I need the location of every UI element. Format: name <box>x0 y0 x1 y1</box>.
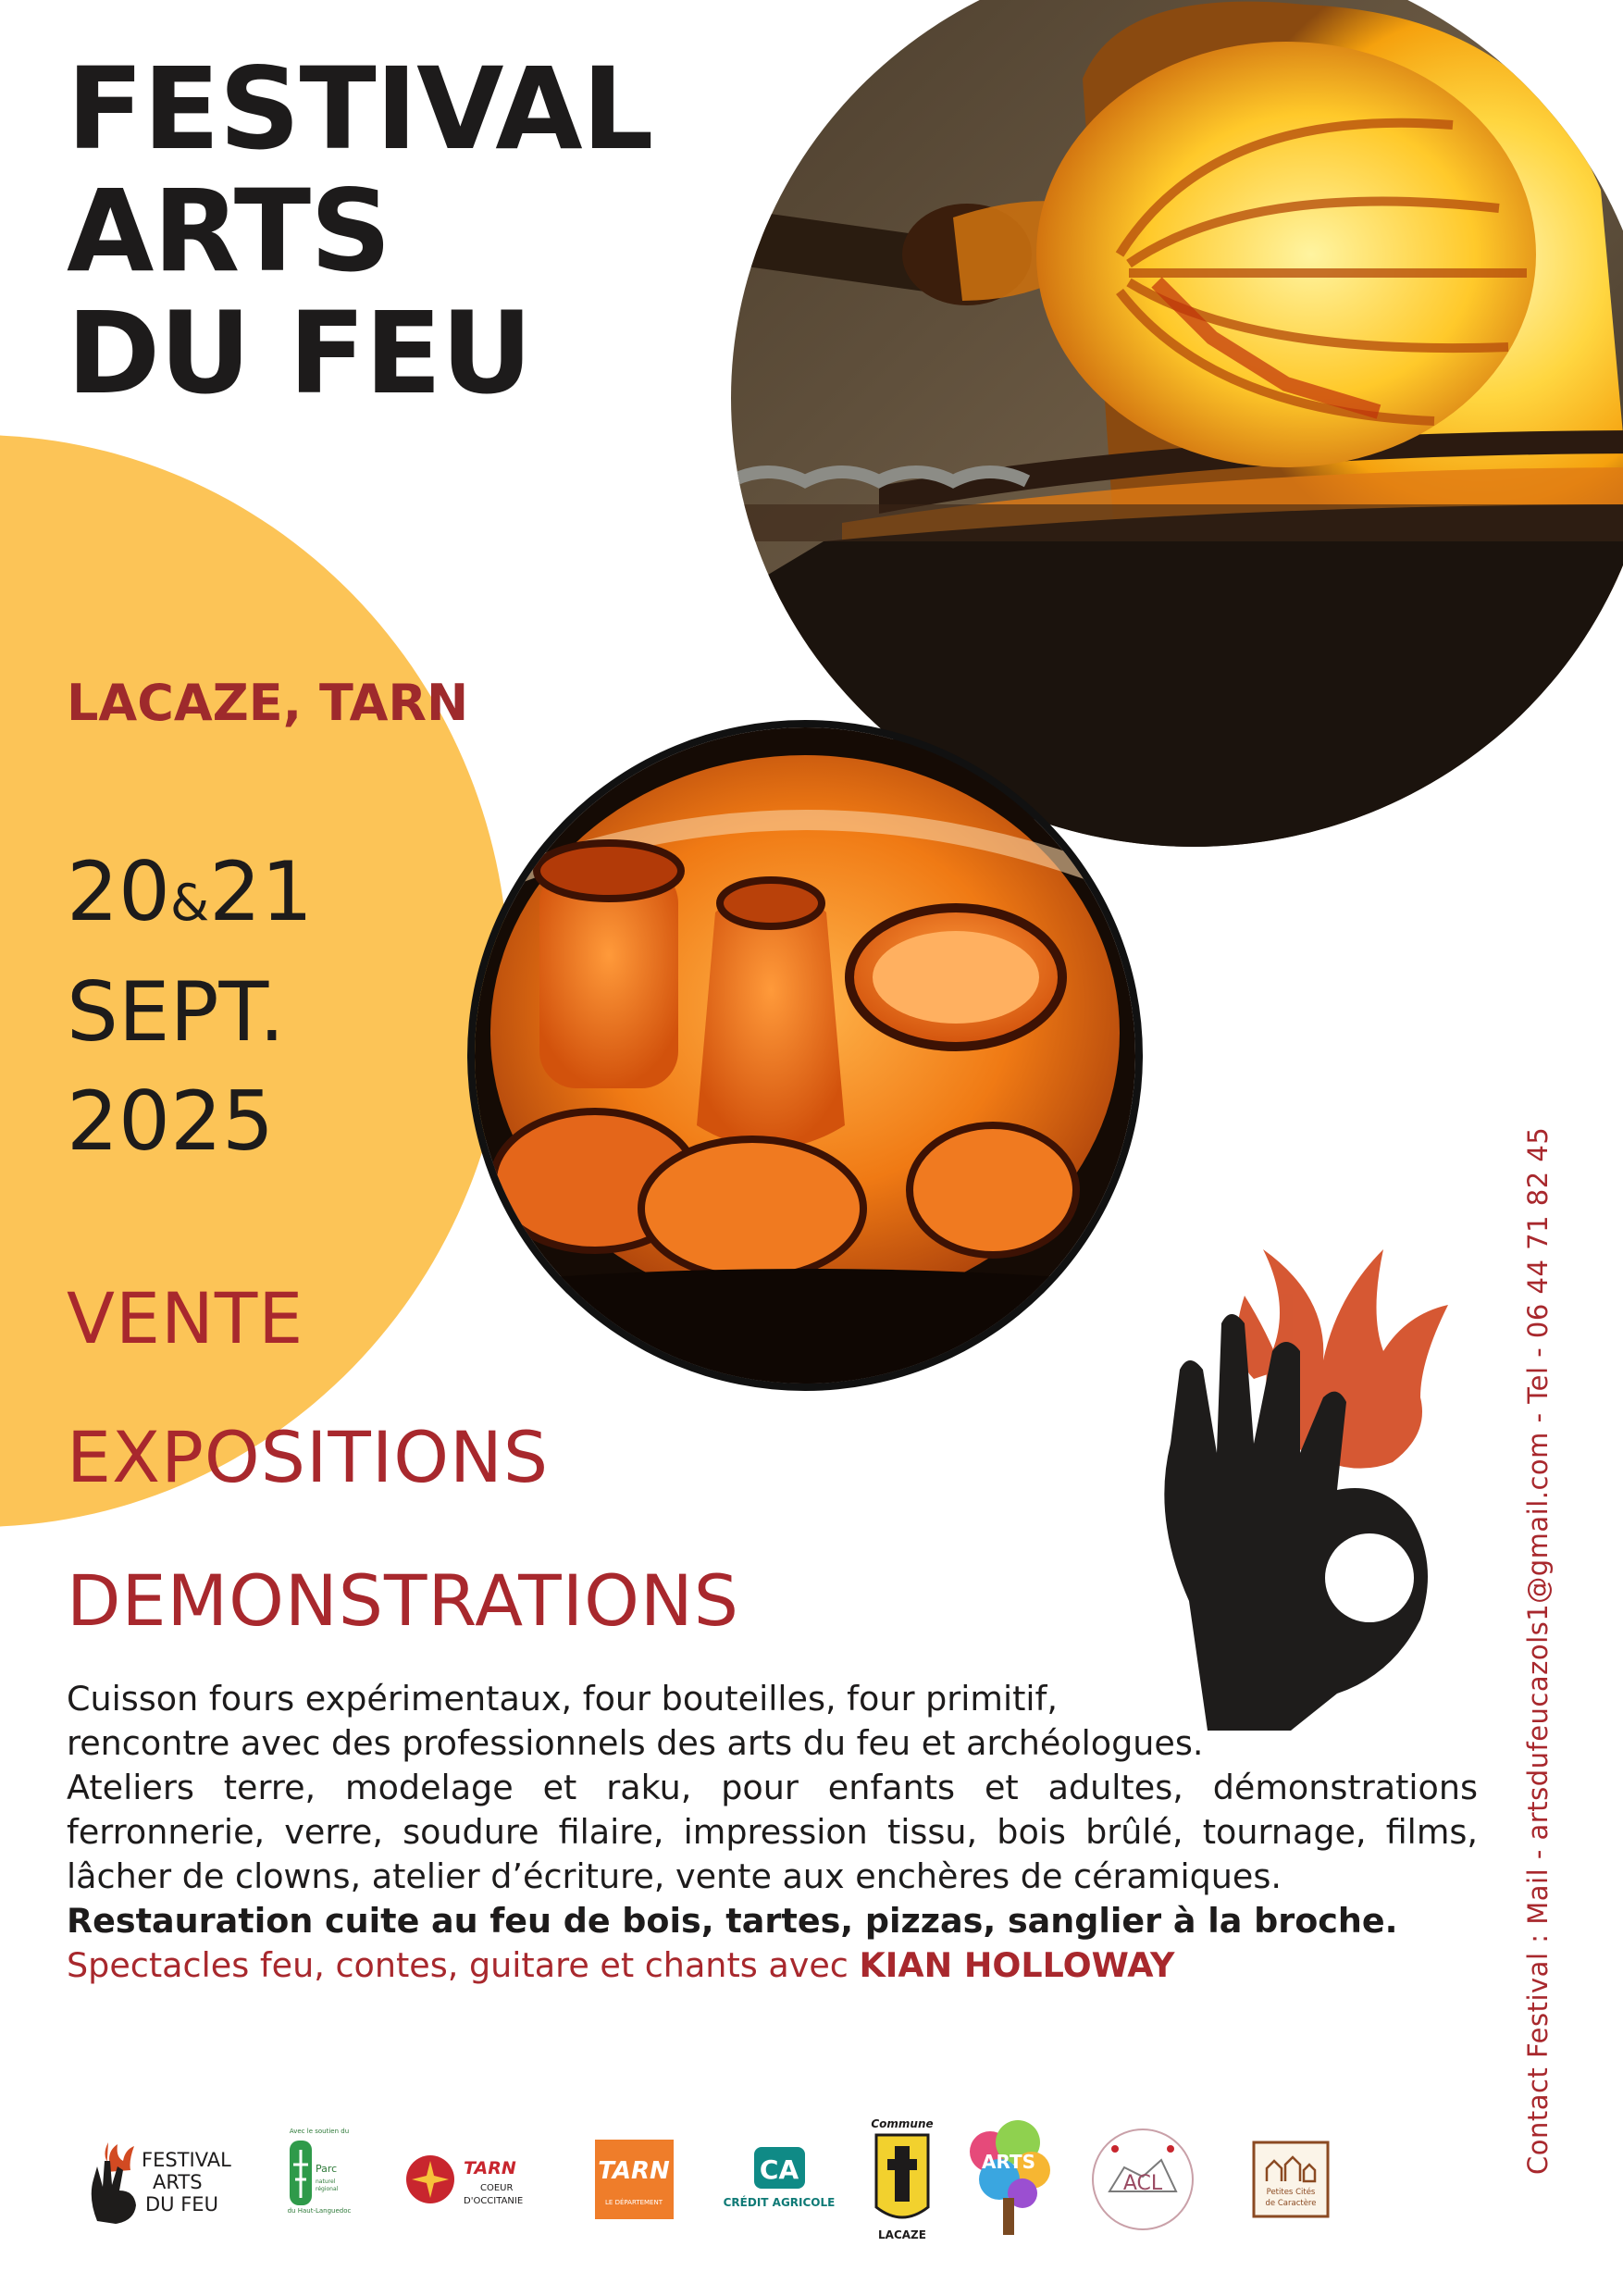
description-line-4: ferronnerie, verre, soudure filaire, impression tissu, bois brûlé, tournage, films, <box>67 1812 1478 1852</box>
contact-info: Contact Festival : Mail - artsdufeucazols1@gmail.com - Tel - 06 44 71 82 45 <box>1522 1126 1554 2175</box>
keyword-demonstrations: DEMONSTRATIONS <box>67 1559 740 1642</box>
parc-sub2: régional <box>316 2186 339 2192</box>
tarn-dept-name: TARN <box>598 2157 670 2185</box>
day-one: 20 <box>67 844 170 939</box>
title-line-2: ARTS <box>67 166 390 297</box>
description-line-3: Ateliers terre, modelage et raku, pour enfants et adultes, démonstrations <box>67 1768 1478 1807</box>
commune-top: Commune <box>871 2117 934 2130</box>
acl-logo <box>1087 2115 1198 2244</box>
shows-prefix: Spectacles feu, contes, guitare et chants avec <box>67 1945 860 1985</box>
acl-text: ACL <box>1122 2172 1163 2195</box>
kiln-photo <box>467 720 1143 1391</box>
day-two: 21 <box>209 844 314 939</box>
arts-logo-text: ARTS <box>981 2151 1036 2173</box>
parc-logo <box>282 2115 356 2244</box>
description-line-2: rencontre avec des professionnels des arts du feu et archéologues. <box>67 1723 1204 1763</box>
title-line-3: DU FEU <box>67 288 532 419</box>
tarn-occ-l2: COEUR <box>480 2183 514 2193</box>
parc-sub3: du Haut-Languedoc <box>287 2207 352 2215</box>
shows-artist: KIAN HOLLOWAY <box>859 1945 1175 1985</box>
festival-logo-l3: DU FEU <box>145 2193 218 2215</box>
keyword-expositions: EXPOSITIONS <box>67 1416 550 1498</box>
description-line-1: Cuisson fours expérimentaux, four bouteilles, four primitif, <box>67 1679 1059 1719</box>
shows-info <box>67 1943 1478 1988</box>
parc-sub1: naturel <box>316 2178 336 2185</box>
location: LACAZE, TARN <box>67 674 469 732</box>
parc-name: Parc <box>316 2163 338 2175</box>
keyword-vente: VENTE <box>67 1277 304 1359</box>
tarn-occ-l1: TARN <box>464 2158 516 2178</box>
date-year: 2025 <box>67 1074 274 1169</box>
hand-hole <box>1325 1533 1414 1622</box>
program-description <box>67 1677 1478 1988</box>
title-line-1: FESTIVAL <box>67 43 653 175</box>
festival-title <box>67 43 653 419</box>
arts-tree-logo <box>962 2115 1055 2244</box>
tarn-departement-logo <box>595 2115 674 2244</box>
sponsor-logos <box>88 2115 1346 2244</box>
event-dates <box>67 838 313 1176</box>
petites-cites-l2: de Caractère <box>1265 2199 1317 2208</box>
glassblowing-photo <box>731 0 1623 847</box>
hand-flame-illustration <box>1152 1212 1467 1731</box>
date-ampersand: & <box>169 874 210 932</box>
petites-cites-l1: Petites Cités <box>1266 2188 1316 2197</box>
date-month: SEPT. <box>67 964 285 1060</box>
description-line-5: lâcher de clowns, atelier d’écriture, vente aux enchères de céramiques. <box>67 1856 1282 1896</box>
food-info: Restauration cuite au feu de bois, tartes, pizzas, sanglier à la broche. <box>67 1901 1398 1941</box>
festival-logo <box>88 2115 245 2244</box>
commune-bottom: LACAZE <box>878 2228 926 2241</box>
date-days <box>67 838 313 958</box>
tarn-occ-l3: D'OCCITANIE <box>464 2196 524 2206</box>
ca-name: CRÉDIT AGRICOLE <box>723 2196 836 2209</box>
parc-top: Avec le soutien du <box>289 2128 350 2135</box>
tarn-dept-sub: LE DÉPARTEMENT <box>605 2199 663 2206</box>
credit-agricole-logo <box>717 2115 842 2244</box>
festival-logo-l2: ARTS <box>153 2171 203 2193</box>
petites-cites-logo <box>1245 2115 1337 2244</box>
commune-lacaze-logo <box>865 2115 939 2244</box>
festival-logo-l1: FESTIVAL <box>142 2149 231 2171</box>
ca-mark: CA <box>759 2154 799 2185</box>
tarn-occitanie-logo <box>403 2115 541 2244</box>
